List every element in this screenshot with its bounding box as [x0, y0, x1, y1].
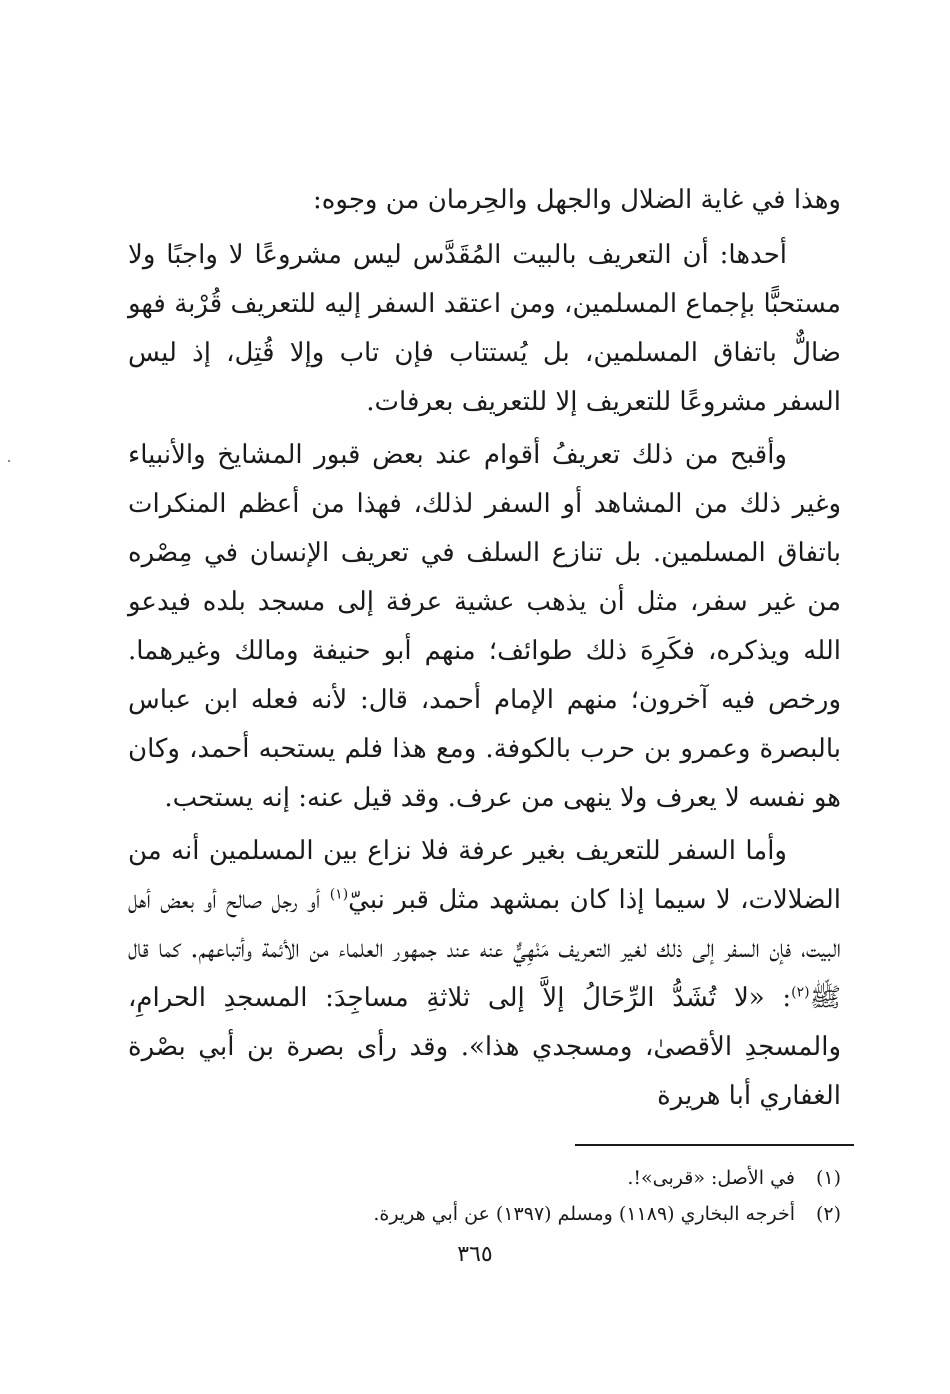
footnote-1: [128, 1160, 841, 1196]
main-text: [128, 176, 841, 1125]
footnote-ref-2[interactable]: (٢): [791, 984, 810, 1001]
footnote-ref-1[interactable]: (١): [329, 886, 349, 903]
paragraph-3-part-b: أو رجل صالح أو بعض أهل البيت، فإن السفر إلى ذلك لغير التعريف مَنْهِيٌّ عنه عند جمهور العلماء من الأئمة وأتباعهم. كما قال ﷺ: [128, 885, 841, 1013]
intro-line: وهذا في غاية الضلال والجهل والحِرمان من وجوه:: [313, 185, 841, 215]
footnote-divider: [575, 1144, 854, 1146]
margin-speck: [8, 460, 10, 462]
footnote-text: في الأصل: «قربى»!.: [627, 1167, 795, 1189]
paragraph-3-part-c: : «لا تُشَدُّ الرِّحَالُ إلاَّ إلى ثلاثةِ مساجِدَ: المسجدِ الحرامِ، والمسجدِ الأقصىٰ، ومسجدي هذا». وقد رأى بصرة بن أبي بصْرة الغفاري أبا هريرة: [128, 983, 841, 1111]
footnote-number: (١): [815, 1167, 841, 1189]
footnote-2: [128, 1196, 841, 1232]
paragraph-1: أحدها: أن التعريف بالبيت المُقَدَّس ليس مشروعًا لا واجبًا ولا مستحبًّا بإجماع المسلمين، ومن اعتقد السفر إليه للتعريف قُرْبة فهو ضالٌّ باتفاق المسلمين، بل يُستتاب فإن تاب وإلا قُتِل، إذ ليس السفر مشروعًا للتعريف إلا للتعريف بعرفات.: [128, 240, 841, 417]
footnote-text: أخرجه البخاري (١١٨٩) ومسلم (١٣٩٧) عن أبي هريرة.: [373, 1203, 795, 1225]
paragraph-3-part-a: وأما السفر للتعريف بغير عرفة فلا نزاع بين المسلمين أنه من الضلالات، لا سيما إذا كان بمشهد مثل قبر نبيّ: [128, 836, 842, 915]
footnotes: [128, 1160, 841, 1232]
paragraph-3: [128, 827, 841, 1121]
paragraph-2: وأقبح من ذلك تعريفُ أقوام عند بعض قبور المشايخ والأنبياء وغير ذلك من المشاهد أو السفر لذلك، فهذا من أعظم المنكرات باتفاق المسلمين. بل تنازع السلف في تعريف الإنسان في مِصْره من غير سفر، مثل أن يذهب عشية عرفة إلى مسجد بلده فيدعو الله ويذكره، فكَرِهَ ذلك طوائف؛ منهم أبو حنيفة ومالك وغيرهما. ورخص فيه آخرون؛ منهم الإمام أحمد، قال: لأنه فعله ابن عباس بالبصرة وعمرو بن حرب بالكوفة. ومع هذا فلم يستحبه أحمد، وكان هو نفسه لا يعرف ولا ينهى من عرف. وقد قيل عنه: إنه يستحب.: [128, 440, 841, 813]
footnote-number: (٢): [815, 1203, 841, 1225]
page-number: ٣٦٥: [457, 1242, 493, 1267]
